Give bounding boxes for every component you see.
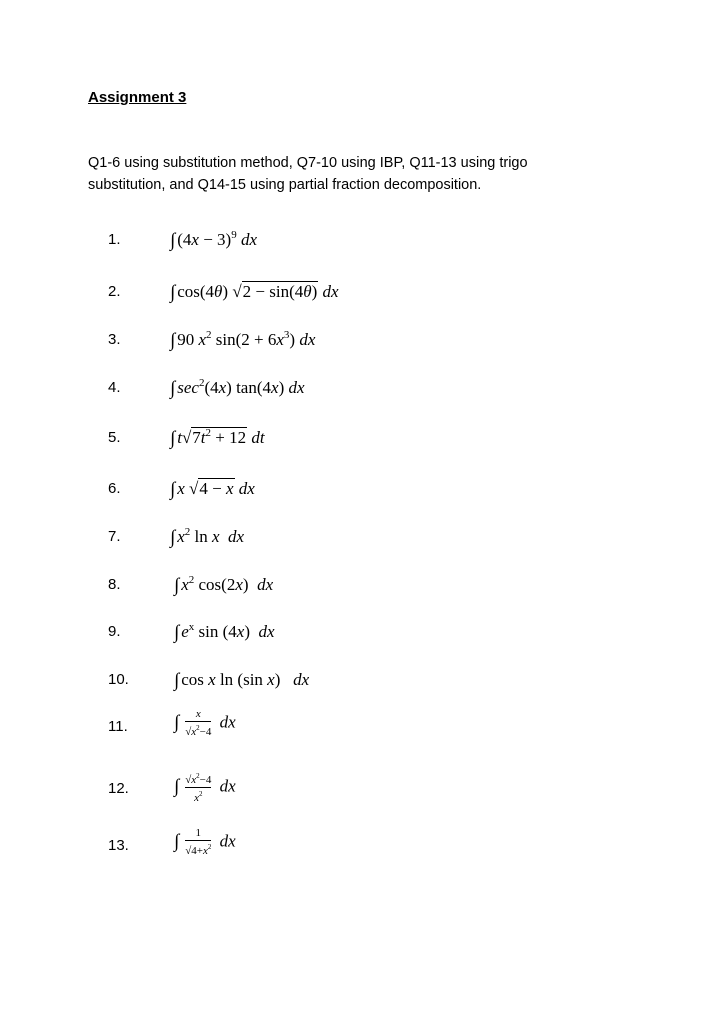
problem-number: 9. [108,623,121,640]
page-title: Assignment 3 [88,89,187,106]
problem-expression: ∫ $\sec^2(4x)$ tan(4x) dx [170,377,305,399]
problem-expression: ∫ $\frac{1}{√4+x^2}$ dx [174,827,236,857]
problem-number: 5. [108,429,121,446]
problem-number: 4. [108,379,121,396]
problem-expression: ∫ $(4x - 3)^9$ dx [170,229,257,251]
problem-expression: ∫ $t√7t^2 + 12$ dt [170,427,265,449]
problem-expression: ∫ $\frac{√x^2-4}{x^2}$ dx [174,772,236,804]
problem-expression: ∫ $x^2$ cos(2x) dx [174,574,274,596]
problem-expression: ∫ $\frac{x}{√x^2-4}$ dx [174,708,236,738]
problem-expression: ∫ 90 $x^2$ $\sin(2 + 6x^3)$ dx [170,329,316,351]
problem-number: 8. [108,576,121,593]
problem-number: 13. [108,837,129,854]
problem-expression: ∫ cos x ln (sin x) dx [174,670,310,691]
problem-expression: ∫ $x^2$ ln x dx [170,526,245,548]
instructions: Q1-6 using substitution method, Q7-10 using IBP, Q11-13 using trigo substitution, and Q14-15 using partial fraction decomposition. [88,155,528,193]
problem-expression: ∫ $e^x$ sin (4x) dx [174,621,275,643]
problem-number: 10. [108,671,129,688]
problem-number: 6. [108,480,121,497]
problem-expression: ∫ x √4 − x dx [170,479,255,500]
problem-number: 1. [108,231,121,248]
problem-number: 11. [108,718,128,735]
problem-number: 3. [108,331,121,348]
problem-number: 7. [108,528,121,545]
problem-expression: ∫ cos(4θ) √2 − sin(4θ) dx [170,282,339,303]
problem-number: 12. [108,780,129,797]
problem-number: 2. [108,283,121,300]
